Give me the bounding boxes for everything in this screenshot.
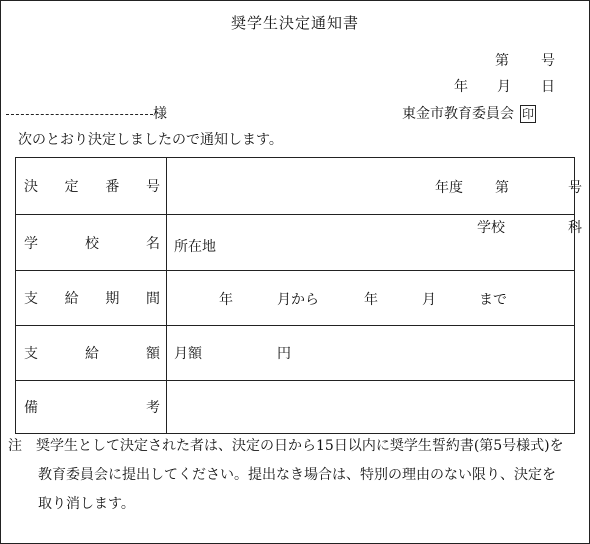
- label-char: 校: [85, 235, 99, 252]
- value-content: [167, 215, 582, 270]
- label-char: 備: [24, 400, 38, 416]
- monthly-amount-label: 月額: [174, 346, 202, 362]
- row-label: [24, 288, 160, 308]
- notice-text-1: 奨学生として決定された者は、決定の日から15日以内に奨学生誓約書(第5号様式)を: [36, 438, 564, 454]
- label-char: 名: [146, 235, 160, 252]
- table-row-remarks: [16, 381, 575, 434]
- label-char: 期: [105, 291, 120, 307]
- notice-block: [8, 432, 564, 519]
- label-cell: [16, 271, 167, 326]
- issuer-name: [402, 103, 536, 123]
- notice-line-1: [8, 432, 564, 461]
- table-row-payment-amount: [16, 326, 575, 381]
- date-month-label: 月: [497, 79, 511, 95]
- label-char: 定: [64, 179, 79, 195]
- label-char: 決: [24, 179, 38, 195]
- label-char: 号: [145, 179, 160, 195]
- label-cell: [16, 158, 167, 215]
- value-content: [167, 158, 582, 214]
- label-cell: [16, 381, 167, 434]
- decision-table: [15, 157, 582, 434]
- department-suffix-label: 科: [568, 220, 582, 236]
- number-label-go: 号: [541, 53, 555, 69]
- number-label-dai: 第: [495, 53, 509, 69]
- value-cell: [167, 381, 575, 434]
- addressee-blank-line: [6, 102, 153, 115]
- end-year-label: 年: [364, 292, 378, 308]
- end-month-label: 月: [422, 292, 436, 308]
- label-char: 支: [24, 291, 38, 307]
- number-dai-label: 第: [495, 180, 509, 196]
- table-row-payment-period: [16, 271, 575, 326]
- label-char: 額: [146, 346, 160, 362]
- seal-mark: 印: [521, 107, 534, 121]
- value-cell: [167, 215, 582, 271]
- date-year-label: 年: [454, 79, 468, 95]
- address-label: 所在地: [174, 239, 216, 255]
- label-char: 支: [24, 346, 38, 362]
- label-char: 考: [146, 400, 160, 416]
- value-cell: [167, 326, 575, 381]
- number-go-label: 号: [568, 180, 582, 196]
- fiscal-year-label: 年度: [435, 180, 463, 196]
- row-label: [24, 343, 160, 363]
- date-day-label: 日: [541, 79, 555, 95]
- table-row-school: [16, 215, 575, 271]
- notice-text-2: 教育委員会に提出してください。提出なき場合は、特別の理由のない限り、決定を: [38, 467, 556, 483]
- school-suffix-label: 学校: [477, 220, 505, 236]
- intro-text: 次のとおり決定しましたので通知します。: [18, 132, 283, 148]
- until-label: まで: [479, 292, 507, 308]
- notice-marker: 注: [8, 438, 22, 454]
- addressee-suffix: 様: [153, 106, 167, 122]
- table-row-decision-number: [16, 158, 575, 215]
- notice-text-3: 取り消します。: [38, 496, 135, 512]
- value-content: [167, 271, 574, 325]
- value-cell: [167, 158, 582, 215]
- label-char: 番: [105, 179, 120, 195]
- label-char: 学: [24, 235, 38, 252]
- label-char: 給: [64, 291, 79, 307]
- row-label: [24, 233, 160, 253]
- document-title: 奨学生決定通知書: [230, 14, 359, 32]
- label-char: 給: [85, 346, 99, 362]
- row-label: [24, 176, 160, 196]
- value-content: [167, 326, 574, 380]
- yen-label: 円: [277, 346, 291, 362]
- start-year-label: 年: [219, 292, 233, 308]
- issuer-text: 東金市教育委員会: [402, 106, 514, 122]
- row-label: [24, 397, 160, 417]
- start-month-label: 月から: [277, 292, 319, 308]
- label-char: 間: [145, 291, 160, 307]
- value-cell: [167, 271, 575, 326]
- label-cell: [16, 215, 167, 271]
- label-cell: [16, 326, 167, 381]
